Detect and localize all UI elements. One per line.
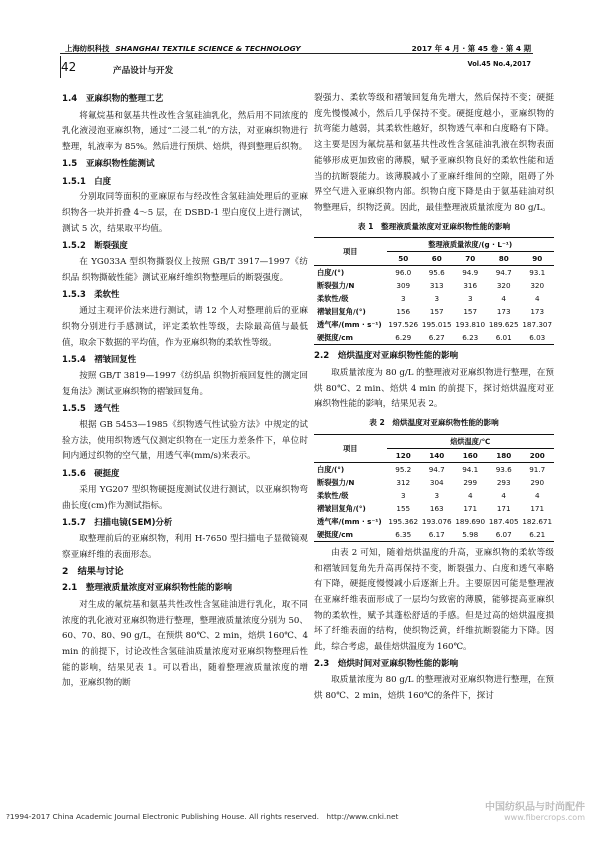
heading-1-5-3: 1.5.3 柔软性 [62,289,120,300]
journal-name-cn: 上海纺织科技 [65,44,110,53]
row-label: 柔软性/级 [317,490,349,500]
table-column-header: 140 [429,450,445,460]
table-cell: 5.98 [453,528,486,542]
row-label: 断裂强力/N [317,281,355,291]
table-row [314,331,554,345]
table-cell: 3 [400,294,406,304]
heading-2: 2 结果与讨论 [62,566,124,578]
watermark-title: 中国纺织品与时尚配件 [485,802,585,813]
table-cell: 6.07 [487,528,520,542]
table-column-header: 120 [395,450,411,460]
table-row [314,462,554,476]
table-column-header: 160 [462,450,478,460]
table-cell: 187.405 [488,516,519,526]
right-column [314,91,554,705]
table-cell: 195.362 [388,516,419,526]
table-cell: 94.7 [487,266,520,280]
heading-2-1: 2.1 整理液质量浓度对亚麻织物性能的影响 [62,583,232,594]
paragraph: 采用 YG207 型织物硬挺度测试仪进行测试，以亚麻织物弯曲长度(cm)作为测试指标。 [62,484,308,511]
heading-2-2: 2.2 焙烘温度对亚麻织物性能的影响 [314,351,459,362]
table-column-header: 90 [532,254,543,264]
watermark [485,803,585,823]
row-label: 断裂强力/N [317,477,355,487]
table-row [314,476,554,489]
table-cell: 95.6 [420,266,453,280]
table-cell: 187.307 [522,320,553,330]
row-label: 硬挺度/cm [314,528,387,542]
table-row [314,266,554,280]
table-cell: 155 [396,503,411,513]
table-cell: 293 [496,477,511,487]
table-cell: 6.21 [520,528,554,542]
table-column-header: 70 [465,254,476,264]
table-cell: 93.1 [520,266,554,280]
table-cell: 156 [396,307,411,317]
row-label: 褶皱回复角/(°) [317,503,366,513]
heading-1-5-2: 1.5.2 断裂强度 [62,240,128,251]
table-cell: 95.2 [387,462,420,476]
heading-1-5-4: 1.5.4 褶皱回复性 [62,354,137,365]
table-cell: 93.6 [487,462,520,476]
table-cell: 320 [496,281,511,291]
table-cell: 6.23 [453,331,486,345]
table-column-header: 60 [431,254,442,264]
issue-info: 2017 年 4 月 · 第 45 卷 · 第 4 期 [411,44,531,53]
table-cell: 96.0 [387,266,420,280]
table-row [314,515,554,528]
paragraph: 取质量浓度为 80 g/L 的整理液对亚麻织物进行整理，在预烘 80℃、2 min、焙烘 4 min 的前提下，探讨焙烘温度对亚麻织物性能的影响，结果见表 2。 [314,368,554,410]
table-1-caption: 表 1 整理液质量浓度对亚麻织物性能的影响 [357,221,511,231]
table-cell: 313 [429,281,444,291]
table-cell: 3 [467,294,473,304]
table-cell: 94.1 [453,462,486,476]
watermark-url: www.fibercrops.com [504,813,585,822]
heading-1-4: 1.4 亚麻织物的整理工艺 [62,94,164,104]
table-cell: 4 [501,294,506,304]
paragraph: 将氟烷基和氨基共性改性含氢硅油乳化，然后用不同浓度的乳化液浸泡亚麻织物，通过“二浸二轧”的方法，对亚麻织物进行整理，轧液率为 85%。然后进行预烘、焙烘，得到整理后织物。 [62,110,308,153]
table-cell: 3 [434,294,440,304]
table-cell: 6.01 [487,331,520,345]
paragraph: 分别取同等面积的亚麻原布与经改性含氢硅油处理后的亚麻织物各一块并折叠 4～5 层，在 DSBD-1 型白度仪上进行测试，测试 5 次，结果取平均值。 [62,192,308,234]
section-tag: 产品设计与开发 [113,66,174,76]
table-cell: 299 [463,477,478,487]
table-cell: 6.03 [520,331,554,345]
row-label: 透气率/(mm · s⁻¹) [317,516,382,526]
table-row-header: 项目 [314,238,387,266]
table-2-caption: 表 2 焙烘温度对亚麻织物性能的影响 [369,418,499,428]
table-cell: 304 [429,477,444,487]
copyright-notice: ?1994-2017 China Academic Journal Electronic Publishing House. All rights reserved. http://www.cnki.net [6,812,399,821]
heading-1-5: 1.5 亚麻织物性能测试 [62,158,155,169]
paragraph: 对生成的氟烷基和氨基共性改性含氢硅油进行乳化，取不同浓度的乳化液对亚麻织物进行整理，整理液质量浓度分别为 50、60、70、80、90 g/L，在预烘 80℃、2 min，焙烘 160℃、4 min 的前提下，讨论改性含氢硅油质量浓度对亚麻织物整理后性能的影响，结果见表 1。可以看出，随着整理液质量浓度的增加，亚麻织物的断 [62,599,308,689]
page-number: 42 [61,60,77,74]
row-label: 硬挺度/cm [314,331,387,345]
table-group-header: 整理液质量浓度/(g · L⁻¹) [387,238,554,252]
heading-1-5-5: 1.5.5 透气性 [62,403,120,414]
table-row [314,502,554,515]
table-cell: 309 [396,281,411,291]
row-label: 柔软性/级 [317,294,349,304]
heading-1-5-7: 1.5.7 扫描电镜(SEM)分析 [62,517,173,528]
paragraph: 由表 2 可知，随着焙烘温度的升高，亚麻织物的柔软等级和褶皱回复角先升高再保持不变，断裂强力、白度和透气率略有下降，硬挺度慢慢减小后逐渐上升。主要原因可能是整理液在亚麻纤维表面形成了一层均匀致密的薄膜，能够提高亚麻织物的柔软性，赋予其蓬松舒适的手感。但是过高的焙烘温度损坏了纤维表面的结构，使织物泛黄，纤维抗断裂能力下降。因此，综合考虑，最佳焙烘温度为 160℃。 [314,547,554,653]
table-cell: 4 [467,490,473,500]
table-cell: 320 [530,281,545,291]
row-label: 白度/(°) [314,266,387,280]
table-column-header: 200 [529,450,545,460]
table-1 [314,237,554,345]
table-cell: 6.27 [420,331,453,345]
table-2 [314,434,554,542]
table-cell: 6.35 [387,528,420,542]
paragraph: 取质量浓度为 80 g/L 的整理液对亚麻织物进行整理，在预烘 80℃、2 min，焙烘 160℃的条件下，探讨 [314,675,554,702]
table-row [314,318,554,331]
row-label: 透气率/(mm · s⁻¹) [317,320,382,330]
paragraph: 根据 GB 5453—1985《织物透气性试验方法》中规定的试验方法，使用织物透气仪测定织物在一定压力差条件下，单位时间内通过织物的空气量，用透气率(mm/s)来表示。 [62,420,308,462]
table-row [314,292,554,305]
table-row [314,489,554,502]
table-cell: 91.7 [520,462,554,476]
table-cell: 157 [429,307,444,317]
table-row [314,279,554,292]
table-cell: 171 [463,503,478,513]
header-rule [60,53,533,54]
table-row-header: 项目 [314,434,387,462]
heading-1-5-1: 1.5.1 白度 [62,175,111,186]
table-group-header: 焙烘温度/℃ [387,434,554,448]
table-cell: 290 [530,477,545,487]
table-cell: 6.29 [387,331,420,345]
table-cell: 157 [463,307,478,317]
table-cell: 316 [463,281,478,291]
volume-info: Vol.45 No.4,2017 [467,60,531,68]
paragraph: 按照 GB/T 3819—1997《纺织品 织物折痕回复性的测定回复角法》测试亚麻织物的褶皱回复角。 [62,370,308,397]
table-cell: 195.015 [421,320,452,330]
table-cell: 189.690 [455,516,486,526]
table-cell: 189.625 [488,320,519,330]
journal-name-en: SHANGHAI TEXTILE SCIENCE & TECHNOLOGY [115,44,301,53]
table-cell: 193.076 [421,516,452,526]
table-cell: 171 [530,503,545,513]
table-row [314,305,554,318]
table-cell: 94.9 [453,266,486,280]
table-column-header: 80 [498,254,509,264]
heading-2-3: 2.3 焙烘时间对亚麻织物性能的影响 [314,658,459,669]
table-cell: 197.526 [388,320,419,330]
row-label: 白度/(°) [314,462,387,476]
paragraph: 通过主观评价法来进行测试，请 12 个人对整理前后的亚麻织物分别进行手感测试，评定柔软性等级，去除最高值与最低值，取余下数据的平均值，作为亚麻织物的柔软性等级。 [62,306,308,348]
paragraph: 裂强力、柔软等级和褶皱回复角先增大，然后保持不变；硬挺度先慢慢减小，然后几乎保持不变。硬挺度越小，亚麻织物的抗弯能力越弱，其柔软性越好，织物透气率和白度略有下降。这主要是因为氟烷基和氨基共性改性含氢硅油乳液在织物表面能够形成更加致密的薄膜，赋予亚麻织物良好的柔软性能和适当的抗断裂能力。该薄膜减小了亚麻纤维间的空隙，阻碍了外界空气进入亚麻织物内部。织物白度下降是由于氨基硅油对织物整理后，织物泛黄。因此，最佳整理液质量浓度为 80 g/L。 [314,93,554,213]
table-cell: 312 [396,477,411,487]
table-cell: 3 [400,490,406,500]
left-column [62,91,308,692]
paragraph: 取整理前后的亚麻织物，利用 H-7650 型扫描电子显微镜观察亚麻纤维的表面形态。 [62,533,308,560]
table-row [314,528,554,542]
table-cell: 4 [534,294,540,304]
table-column-header: 50 [398,254,409,264]
table-cell: 3 [434,490,440,500]
table-cell: 171 [496,503,511,513]
table-cell: 173 [530,307,545,317]
row-label: 褶皱回复角/(°) [317,307,366,317]
table-cell: 4 [534,490,540,500]
heading-1-5-6: 1.5.6 硬挺度 [62,468,120,479]
table-cell: 173 [496,307,511,317]
table-cell: 4 [501,490,506,500]
table-cell: 182.671 [522,516,553,526]
table-cell: 94.7 [420,462,453,476]
table-cell: 6.17 [420,528,453,542]
table-cell: 163 [429,503,444,513]
table-column-header: 180 [496,450,512,460]
paragraph: 在 YG033A 型织物撕裂仪上按照 GB/T 3917—1997《纺织品 织物撕破性能》测试亚麻纤维织物整理后的断裂强度。 [62,257,308,283]
table-cell: 193.810 [455,320,486,330]
